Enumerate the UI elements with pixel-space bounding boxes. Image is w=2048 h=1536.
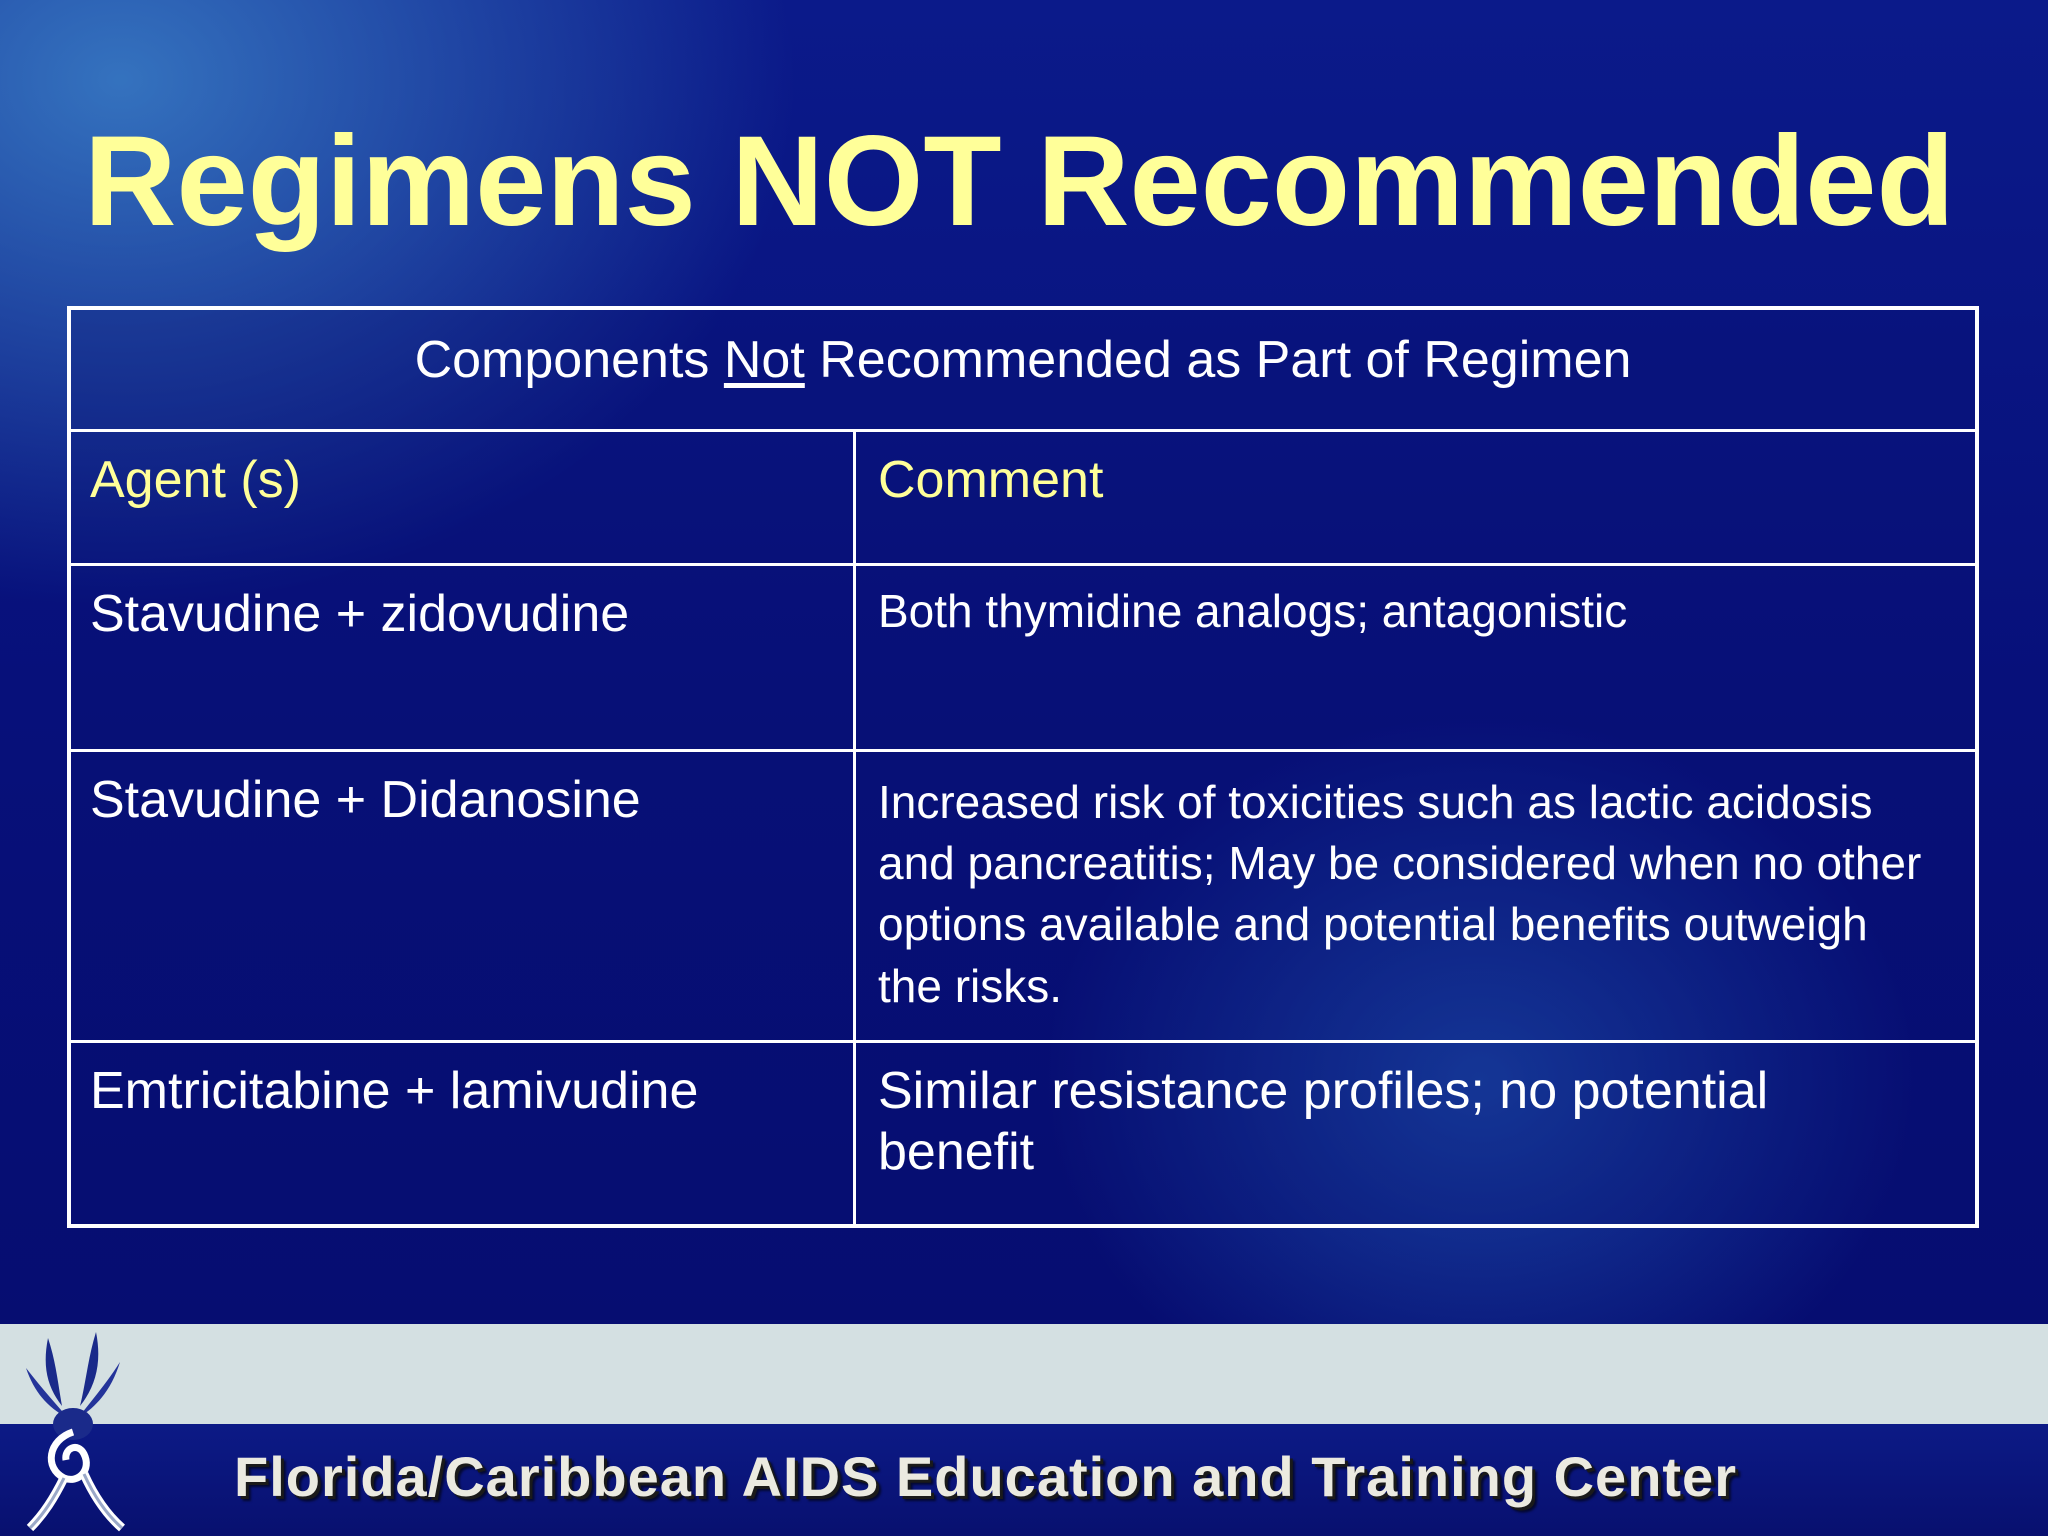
row-agent: Emtricitabine + lamivudine bbox=[71, 1043, 856, 1224]
ribbon-bird-logo-icon bbox=[18, 1328, 128, 1532]
slide-title: Regimens NOT Recommended bbox=[84, 110, 1955, 253]
organization-name: Florida/Caribbean AIDS Education and Training Center bbox=[234, 1445, 1737, 1508]
table-row bbox=[71, 1043, 1975, 1224]
row-agent: Stavudine + Didanosine bbox=[71, 752, 856, 1040]
caption-text-after: Recommended as Part of Regimen bbox=[804, 331, 1632, 389]
caption-text-before: Components bbox=[414, 331, 724, 389]
table-row bbox=[71, 566, 1975, 752]
caption-text-underlined: Not bbox=[723, 331, 805, 389]
row-agent: Stavudine + zidovudine bbox=[71, 566, 856, 749]
table-caption bbox=[71, 310, 1975, 432]
table-row bbox=[71, 752, 1975, 1043]
row-comment: Similar resistance profiles; no potential benefit bbox=[878, 1062, 1769, 1182]
header-comment: Comment bbox=[878, 451, 1104, 509]
table-header-row bbox=[71, 432, 1975, 566]
row-comment: Increased risk of toxicities such as lactic acidosis and pancreatitis; May be considered when no other options available and potential benefits outweigh the risks. bbox=[878, 776, 1922, 1012]
row-comment: Both thymidine analogs; antagonistic bbox=[878, 585, 1628, 637]
regimens-table bbox=[67, 306, 1979, 1228]
footer-band bbox=[0, 1324, 2048, 1424]
header-agent: Agent (s) bbox=[71, 432, 856, 563]
